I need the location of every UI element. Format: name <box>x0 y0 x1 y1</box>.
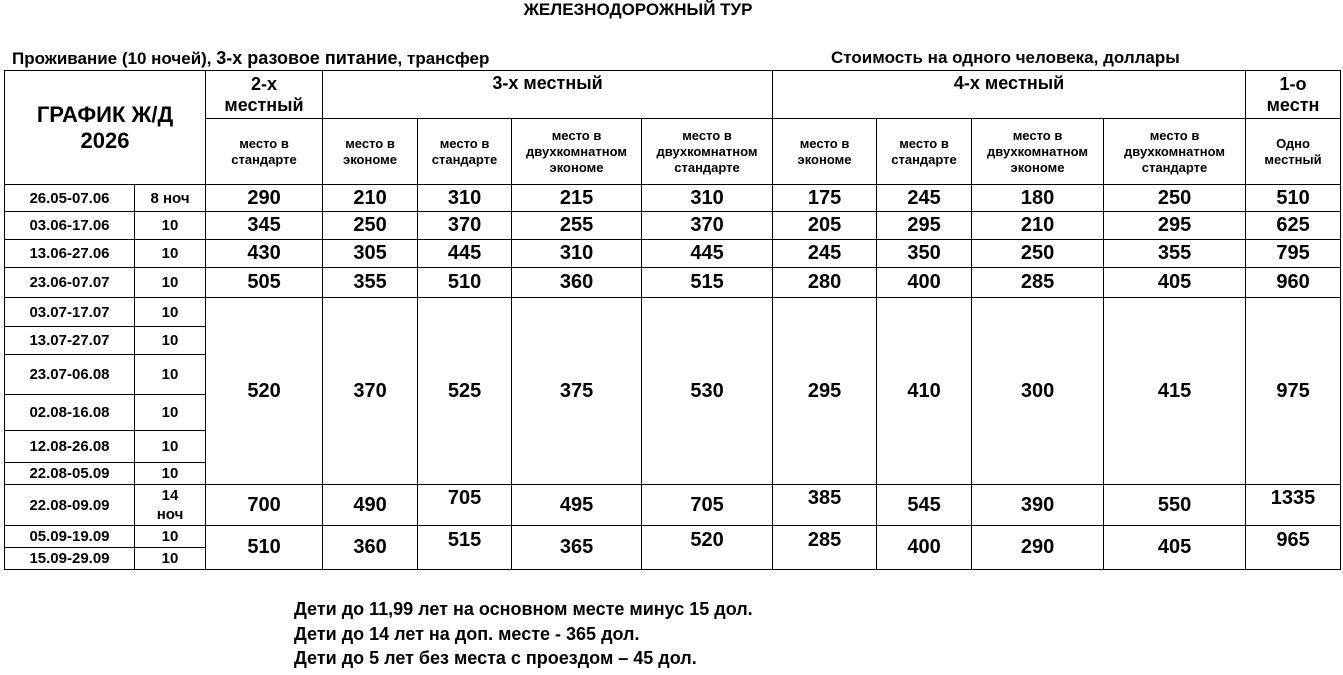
subheader-line: Одно <box>1276 135 1310 151</box>
date-range: 12.08-26.08 <box>5 431 135 463</box>
table-row <box>5 526 1341 548</box>
nights: 10 <box>135 431 206 463</box>
table-row <box>5 298 1341 327</box>
price: 705 <box>642 485 773 526</box>
subheader-line: место в <box>682 127 732 143</box>
price-table <box>4 70 1341 570</box>
accommodation-note-c: , трансфер <box>397 49 490 68</box>
subheader-line: место в <box>439 135 490 151</box>
price: 290 <box>972 526 1104 570</box>
children-notes <box>294 597 753 671</box>
price: 250 <box>972 240 1104 268</box>
price: 215 <box>512 185 642 212</box>
nights <box>135 485 206 526</box>
date-range: 26.05-07.06 <box>5 185 135 212</box>
subheader-line: стандарте <box>674 159 740 175</box>
price: 525 <box>418 298 512 485</box>
date-range: 03.06-17.06 <box>5 212 135 240</box>
table-row <box>5 185 1341 212</box>
single-header-line2: местн <box>1266 94 1320 115</box>
price: 355 <box>323 268 418 298</box>
schedule-header-line1: ГРАФИК Ж/Д <box>36 101 174 127</box>
subheader-quad-2room-economy <box>972 119 1104 185</box>
single-room-header <box>1246 71 1341 119</box>
price: 245 <box>877 185 972 212</box>
price: 305 <box>323 240 418 268</box>
subheader-line: двухкомнатном <box>656 143 758 159</box>
price-value: 1335 <box>1270 486 1316 509</box>
subheader-line: место в <box>239 135 289 151</box>
nights: 10 <box>135 268 206 298</box>
nights-line2: ноч <box>156 506 184 523</box>
price: 405 <box>1104 526 1246 570</box>
price: 505 <box>206 268 323 298</box>
price: 530 <box>642 298 773 485</box>
accommodation-note-b: 3-х разовое питание <box>216 48 398 68</box>
nights: 10 <box>135 548 206 570</box>
subheader-line: стандарте <box>431 151 498 167</box>
table-row <box>5 268 1341 298</box>
price: 285 <box>972 268 1104 298</box>
table-row <box>5 240 1341 268</box>
price: 175 <box>773 185 877 212</box>
subheader-line: местный <box>1264 151 1322 167</box>
price: 310 <box>512 240 642 268</box>
price: 360 <box>323 526 418 570</box>
subheader-line: экономе <box>797 151 852 167</box>
price: 495 <box>512 485 642 526</box>
price-value: 965 <box>1276 529 1310 551</box>
subheader-line: экономе <box>343 151 397 167</box>
double-room-header <box>206 71 323 119</box>
nights: 10 <box>135 526 206 548</box>
price: 510 <box>206 526 323 570</box>
price: 290 <box>206 185 323 212</box>
subheader-line: стандарте <box>891 151 957 167</box>
subheader-line: экономе <box>549 159 604 175</box>
date-range: 13.07-27.07 <box>5 327 135 355</box>
date-range: 05.09-19.09 <box>5 526 135 548</box>
price: 310 <box>418 185 512 212</box>
note-children-under-14: Дети до 14 лет на доп. месте - 365 дол. <box>294 623 640 644</box>
double-header-line1: 2-х <box>251 73 278 94</box>
subheader-line: двухкомнатном <box>526 143 627 159</box>
subheader-triple-2room-standard <box>642 119 773 185</box>
subheader-line: место в <box>1149 127 1200 143</box>
subheader-line: место в <box>799 135 850 151</box>
schedule-header-year: 2026 <box>80 127 130 153</box>
nights: 10 <box>135 463 206 485</box>
note-children-under-12: Дети до 11,99 лет на основном месте минус 15 дол. <box>294 599 753 619</box>
price: 295 <box>877 212 972 240</box>
schedule-header <box>5 71 206 185</box>
nights: 10 <box>135 355 206 395</box>
nights-line1: 14 <box>161 487 179 504</box>
accommodation-note <box>12 48 489 69</box>
nights: 10 <box>135 240 206 268</box>
price: 400 <box>877 526 972 570</box>
subheader-line: место в <box>1012 127 1063 143</box>
price: 210 <box>972 212 1104 240</box>
price: 400 <box>877 268 972 298</box>
nights: 10 <box>135 327 206 355</box>
page-title: ЖЕЛЕЗНОДОРОЖНЫЙ ТУР <box>523 0 753 19</box>
date-range: 23.06-07.07 <box>5 268 135 298</box>
price <box>1246 526 1341 570</box>
double-header-line2: местный <box>224 94 304 115</box>
price: 445 <box>642 240 773 268</box>
date-range: 15.09-29.09 <box>5 548 135 570</box>
price: 370 <box>418 212 512 240</box>
date-range: 02.08-16.08 <box>5 395 135 431</box>
price: 795 <box>1246 240 1341 268</box>
quad-room-header: 4-х местный <box>773 71 1246 119</box>
subheader-triple-economy <box>323 119 418 185</box>
price: 255 <box>512 212 642 240</box>
price: 250 <box>323 212 418 240</box>
price: 550 <box>1104 485 1246 526</box>
note-children-under-5: Дети до 5 лет без места с проездом – 45 дол. <box>294 648 697 668</box>
subheader-line: место в <box>345 135 395 151</box>
subheader-line: стандарте <box>231 151 297 167</box>
price: 510 <box>418 268 512 298</box>
price: 295 <box>1104 212 1246 240</box>
table-row <box>5 485 1341 526</box>
nights: 10 <box>135 298 206 327</box>
subheader-line: стандарте <box>1141 159 1208 175</box>
price: 390 <box>972 485 1104 526</box>
subheader-line: двухкомнатном <box>1124 143 1225 159</box>
price: 180 <box>972 185 1104 212</box>
price: 515 <box>642 268 773 298</box>
price <box>773 526 877 570</box>
triple-room-header: 3-х местный <box>323 71 773 119</box>
price: 960 <box>1246 268 1341 298</box>
subheader-triple-standard <box>418 119 512 185</box>
subheader-quad-2room-standard <box>1104 119 1246 185</box>
price-value: 705 <box>447 486 482 509</box>
price: 350 <box>877 240 972 268</box>
price: 625 <box>1246 212 1341 240</box>
date-range: 22.08-05.09 <box>5 463 135 485</box>
price: 545 <box>877 485 972 526</box>
price: 520 <box>206 298 323 485</box>
subheader-line: место в <box>899 135 949 151</box>
subheader-line: место в <box>551 127 602 143</box>
price: 975 <box>1246 298 1341 485</box>
price: 445 <box>418 240 512 268</box>
price: 245 <box>773 240 877 268</box>
price-value: 285 <box>807 529 842 551</box>
price: 375 <box>512 298 642 485</box>
price-value: 385 <box>807 486 842 509</box>
price: 700 <box>206 485 323 526</box>
price <box>418 526 512 570</box>
date-range: 03.07-17.07 <box>5 298 135 327</box>
price: 355 <box>1104 240 1246 268</box>
subheader-quad-economy <box>773 119 877 185</box>
price: 250 <box>1104 185 1246 212</box>
nights: 10 <box>135 212 206 240</box>
price-note: Стоимость на одного человека, доллары <box>831 48 1180 67</box>
price: 280 <box>773 268 877 298</box>
date-range: 13.06-27.06 <box>5 240 135 268</box>
price: 370 <box>642 212 773 240</box>
price: 300 <box>972 298 1104 485</box>
price: 360 <box>512 268 642 298</box>
price: 415 <box>1104 298 1246 485</box>
price: 405 <box>1104 268 1246 298</box>
table-row <box>5 212 1341 240</box>
price: 490 <box>323 485 418 526</box>
date-range: 22.08-09.09 <box>5 485 135 526</box>
price <box>1246 485 1341 526</box>
price: 370 <box>323 298 418 485</box>
price: 310 <box>642 185 773 212</box>
subheader-line: экономе <box>1010 159 1065 175</box>
price-value: 515 <box>447 529 482 551</box>
price: 365 <box>512 526 642 570</box>
nights: 10 <box>135 395 206 431</box>
accommodation-note-a: Проживание (10 ночей), <box>12 49 217 68</box>
price: 510 <box>1246 185 1341 212</box>
price: 430 <box>206 240 323 268</box>
price: 210 <box>323 185 418 212</box>
date-range: 23.07-06.08 <box>5 355 135 395</box>
price <box>773 485 877 526</box>
subheader-double-standard <box>206 119 323 185</box>
price: 295 <box>773 298 877 485</box>
price-value: 520 <box>690 529 724 551</box>
price: 410 <box>877 298 972 485</box>
subheader-quad-standard <box>877 119 972 185</box>
price <box>418 485 512 526</box>
price: 205 <box>773 212 877 240</box>
subheader-single <box>1246 119 1341 185</box>
subheader-triple-2room-economy <box>512 119 642 185</box>
price <box>642 526 773 570</box>
single-header-line1: 1-о <box>1279 73 1307 94</box>
nights: 8 ноч <box>135 185 206 212</box>
subheader-line: двухкомнатном <box>987 143 1088 159</box>
price: 345 <box>206 212 323 240</box>
